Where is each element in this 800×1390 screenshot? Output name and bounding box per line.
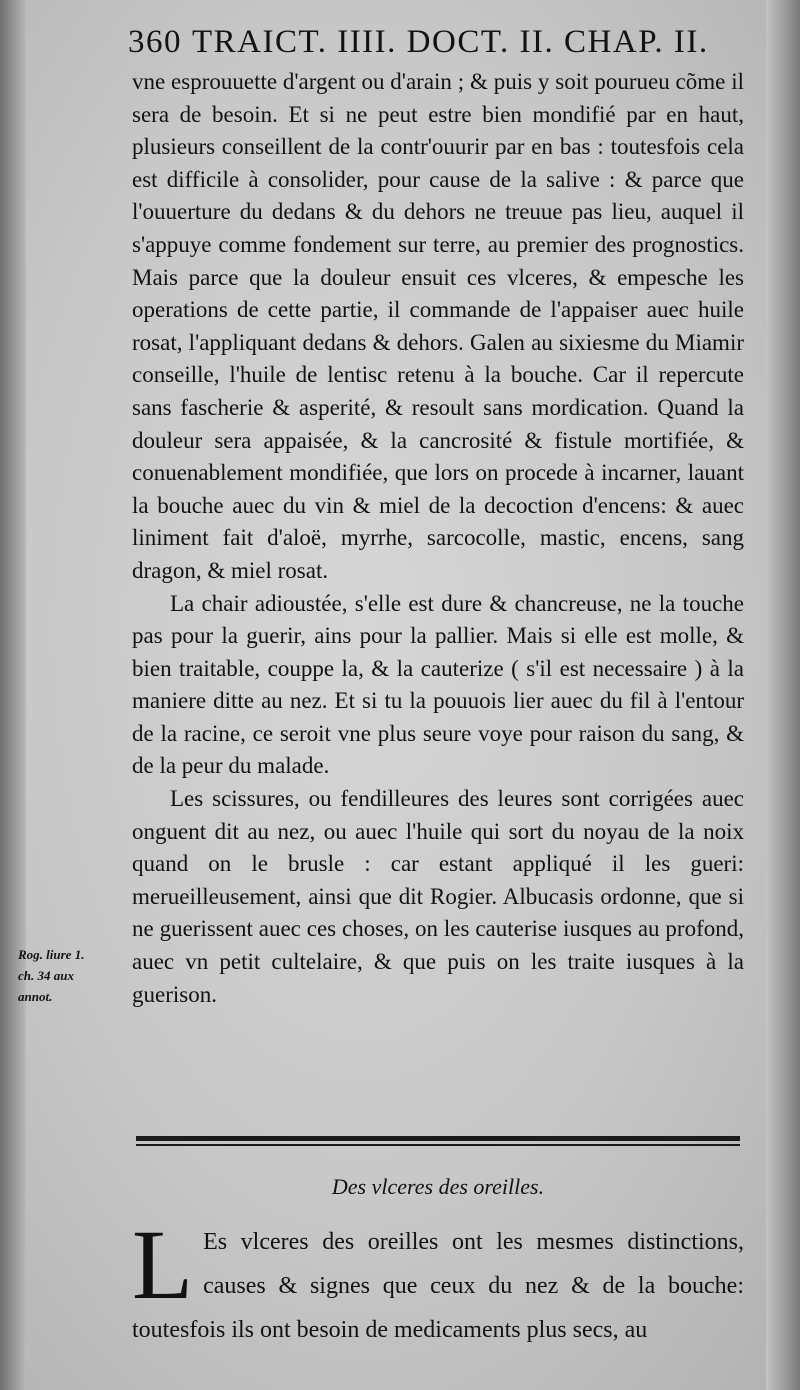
section-text (132, 1209, 744, 1352)
drop-cap: L (132, 1209, 194, 1320)
paragraph-3: Les scissures, ou fendilleures des leures sont corrigées auec onguent dit au nez, ou auec l'huile qui sort du noyau de la noix quand on le brusle : car estant appliqué il les gueri: merueilleusement, ainsi que dit Rogier. Albucasis ordonne, que si ne guerissent auec ces choses, on les cauterise iusques au profond, auec vn petit cultelaire, & que puis on les traite iusques à la guerison. (132, 786, 744, 1007)
running-title: TRAICT. IIII. DOCT. II. CHAP. II. (192, 24, 709, 60)
paragraph-1: vne esprouuette d'argent ou d'arain ; & puis y soit pourueu cõme il sera de besoin. Et si ne peut estre bien mondifié par en haut, plusieurs conseillent de la contr'ouurir par en bas : toutesfois cela est difficile à consolider, pour cause de la salive : & parce que l'ouuerture du dedans & du dehors ne treuue pas lieu, auquel il s'appuye comme fondement sur terre, au premier des prognostics. Mais parce que la douleur ensuit ces vlceres, & empesche les operations de cette partie, il commande de l'appaiser auec huile rosat, l'appliquant dedans & dehors. Galen au sixiesme du Miamir conseille, l'huile de lentisc retenu à la bouche. Car il repercute sans fascherie & asperité, & resoult sans mordication. Quand la douleur sera appaisée, & la cancrosité & fistule mortifiée, & conuenablement mondifiée, que lors on procede à incarner, lauant la bouche auec du vin & miel de la decoction d'encens: & auec liniment fait d'aloë, myrrhe, sarcocolle, mastic, encens, sang dragon, & miel rosat. (132, 69, 744, 583)
ornamental-rule-thick (136, 1136, 740, 1141)
ornamental-rule-thin (136, 1144, 740, 1146)
page-number: 360 (128, 24, 182, 60)
margin-note (18, 944, 134, 1007)
section-paragraph: Es vlceres des oreilles ont les mesmes distinctions, causes & signes que ceux du nez & de la bouche: toutesfois ils ont besoin de medicaments plus secs, au (132, 1229, 744, 1343)
margin-note-line-3: annot. (18, 989, 53, 1004)
margin-note-line-1: Rog. liure 1. (18, 947, 85, 962)
margin-note-line-2: ch. 34 aux (18, 968, 74, 983)
running-head (128, 20, 740, 64)
body-text (132, 66, 744, 1011)
section-title: Des vlceres des oreilles. (331, 1174, 545, 1199)
page-gutter-left (0, 0, 26, 1390)
paragraph-2: La chair adioustée, s'elle est dure & chancreuse, ne la touche pas pour la guerir, ains pour la pallier. Mais si elle est molle, & bien traitable, couppe la, & la cauterize ( s'il est necessaire ) à la maniere ditte au nez. Et si tu la pouuois lier auec du fil à l'entour de la racine, ce seroit vne plus seure voye pour raison du sang, & de la peur du malade. (132, 590, 744, 779)
page-edge-right (766, 0, 800, 1390)
